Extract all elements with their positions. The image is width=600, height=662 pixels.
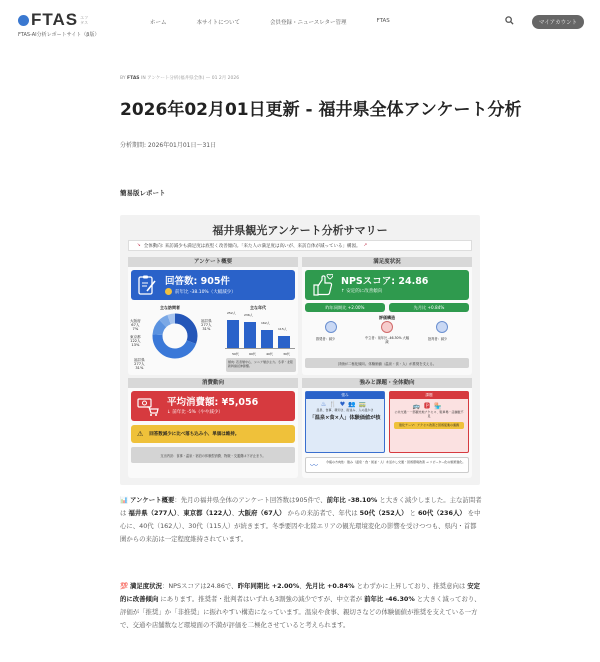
spending-yoy: ↓ 前年比 -5%（やや減少） [167,410,223,415]
bar-50s [227,320,239,348]
logo-text: FTAS [31,10,79,29]
site-header [0,0,600,45]
highlight-text: 前年比 -46.30% [364,595,415,603]
trend-up-icon: ↗ [363,243,368,248]
issues-label: 課題 [390,392,468,399]
eval-structure-title: 評価構造 [379,315,395,320]
nav-home[interactable]: ホーム [150,20,167,26]
highlight-text: 前年比 -38.10% [326,496,378,504]
logo-subtitle: FTAS-AI分析レポートサイト（β版） [18,32,100,38]
visitor-label-fukui-2: 福井県 277人 31% [134,358,145,370]
bar-40s-value: 162人 [261,321,270,325]
response-count: 回答数: 905件 [165,276,230,287]
avg-spending-value: 平均消費額: ¥5,056 [167,397,259,408]
visitors-donut-chart [150,311,200,361]
site-logo[interactable] [18,10,99,38]
report-section-label: 簡易版レポート [120,189,166,197]
bar-60s [244,322,256,348]
bar-chart-icon: 📊 [120,496,128,504]
clipboard-icon [137,274,157,296]
meta-author-link[interactable]: FTAS [127,76,140,81]
neutral-face-icon [381,321,393,333]
detractor-label: 批判者：減少 [428,337,448,341]
nav-membership[interactable]: 会員登録・ニュースレター管理 [270,20,347,26]
post-meta [120,75,239,81]
overall-trend-banner [128,240,472,251]
body-text: からの来訪者で、年代は [285,509,360,517]
bar-30s [278,336,290,348]
nav-about[interactable]: 本サイトについて [196,20,241,26]
highlight-text: 福井県（277人） [128,509,177,517]
thumbs-up-heart-icon [311,273,333,297]
infographic-title: 福井県観光アンケート分析サマリー [212,224,388,237]
body-text: と大きく減少しました。主な訪問者は [120,496,482,517]
my-account-button[interactable]: マイアカウント [532,15,584,29]
highlight-text: 昨年同期比 +2.00% [237,582,300,590]
body-text: とわずかに上昇しており、推奨意向は [354,582,468,590]
panel-header: 消費動向 [128,378,298,388]
highlight-text: 先月比 +0.84% [305,582,355,590]
outlook-text: 今後の方向性：強み（温泉・食・街並・人）を活かし交通・回遊環境改善 → リピーター化の施策強化。 [326,460,466,464]
satisfaction-panel [302,257,472,375]
nps-yoy: 昨年同期比 +2.00% [305,303,385,312]
body-text: にあります。推奨者・批判者はいずれも3割強の減少ですが、中立者が [158,595,365,603]
nps-score: NPSスコア: 24.86 [341,276,429,287]
satisfaction-summary-paragraph [120,580,482,632]
highlight-text: 東京都（122人） [183,509,232,517]
highlight-text: 50代（252人） [359,509,408,517]
panel-header: 満足度状況 [302,257,472,267]
search-icon[interactable] [505,16,514,25]
summary-infographic [120,215,480,485]
score-icon: 💯 [120,582,128,590]
money-cart-icon [137,395,159,417]
trend-text: 全体動向: 来訪減少も満足度は底堅く改善傾向。「来た人の満足度は高いが、来訪自体が減っている」構図。 [143,243,361,249]
issue-items: 公共交通・一部観光地アクセス、駐車場・店舗数不足 [394,410,464,418]
logo-bubble-icon [18,15,29,26]
spending-note: 支出内訳：食事・温泉・宿泊の体験型消費、物販・交通費は下げ止まり。 [131,447,295,463]
panel-header: アンケート概要 [128,257,298,267]
strengths-label: 強み [306,392,384,399]
visitor-label-osaka: 大阪府 67人 7% [130,319,141,331]
strength-icons: ♨🍴♥👥🚃 [320,401,370,408]
highlight-text: 60代（236人） [417,509,466,517]
outlook-box [305,457,469,473]
nav-ftas[interactable]: FTAS [376,18,390,24]
issue-note: 強化テーマ：アクセス改善と回遊促進の連携 [394,422,464,430]
body-text: 、 [176,509,184,517]
ages-bar-chart [225,311,295,351]
survey-overview-panel [128,257,298,375]
visitor-label-fukui: 福井県 277人 31% [201,319,212,331]
responses-box [131,270,295,300]
body-text: 、 [231,509,239,517]
logo-ruby: エフタス [80,15,89,25]
bar-50s-value: 252人 [227,311,236,315]
strengths-issues-panel [302,378,472,478]
avg-spending-box [131,391,295,421]
body-text: 、 [299,582,306,590]
age-trend-note: 傾向: 若者層中心、シニア層が主力。冬季・北陸新幹線延伸影響。 [226,358,296,372]
visitors-chart-title: 主な訪問者 [160,305,180,310]
panel-header: 強みと課題・全体動向 [302,378,472,388]
promoter-label: 推奨者：減少 [316,337,336,341]
warning-icon: ⚠ [137,430,144,438]
survey-summary-paragraph [120,494,482,546]
trend-line-icon: 〰 [310,461,318,470]
satisfaction-note: 評価が二極化傾向。体験価値（温泉・食・人）が推奨を支える。 [305,358,469,368]
paragraph-lead: 満足度状況 [130,582,162,590]
body-text: ：先月の福井県全体のアンケート回答数は905件で、 [174,496,327,504]
highlight-text: 大阪府（67人） [238,509,286,517]
strength-core: 「温泉×食×人」体験価値が核 [309,414,381,421]
spending-panel [128,378,298,478]
page-title: 2026年02月01日更新 - 福井県全体アンケート分析 [120,100,522,120]
ages-axis: 50代 60代 40代 30代 [232,352,290,356]
issue-icons: 🚌🅿🏪 [412,403,446,410]
strengths-box [305,391,385,453]
strength-items: 温泉、食事、親切さ、街並み、人の温かさ [316,408,374,412]
highlight-text: 安定的に改善傾向 [120,582,481,603]
bar-30s-value: 115人 [278,327,287,331]
down-badge-icon [165,288,172,295]
trend-down-icon: ↘ [137,243,141,248]
nps-box [305,270,469,300]
body-text: ：NPSスコアは24.86で、 [161,582,238,590]
response-yoy: 前年比 -38.10%（大幅減少） [175,289,236,295]
body-text: を中心に、40代（162人）、30代（115人）が続きます。冬季要因や北陸エリアの観光環境変化の影響を受けつつも、県内・首都圏からの来訪は一定程度維持されています。 [120,509,481,543]
nps-mom: 先月比 +0.84% [389,303,469,312]
nps-trend: ↑ 安定的に改善傾向 [341,289,383,294]
meta-by: BY [120,76,126,81]
detractor-face-icon [436,321,448,333]
issues-box [389,391,469,453]
spending-warning: ⚠ 回答数減少に比べ落ち込み小、単価は維持。 [131,425,295,443]
promoter-face-icon [325,321,337,333]
paragraph-lead: アンケート概要 [130,496,175,504]
ages-chart-title: 主な年代 [250,305,266,310]
main-nav [150,18,420,26]
bar-60s-value: 236人 [244,313,253,317]
analysis-period: 分析期間: 2026年01月01日～31日 [120,142,217,149]
meta-category-date[interactable]: IN アンケート分析(福井県全体) — 01 2月 2026 [141,76,240,81]
bar-40s [261,330,273,348]
visitor-label-tokyo: 東京都 122人 13% [130,335,141,347]
body-text: と大きく減っており、評価が「推奨」か「非推奨」に振れやすい構造になっています。温泉や食事、親切さなどの体験価値が推奨を支えている一方で、交通や店舗数など環境面の不満が評価を二極化させていると考えられます。 [120,595,481,629]
body-text: と [407,509,418,517]
neutral-label: 中立者：前年比 -46.30% 大幅減 [364,336,410,344]
